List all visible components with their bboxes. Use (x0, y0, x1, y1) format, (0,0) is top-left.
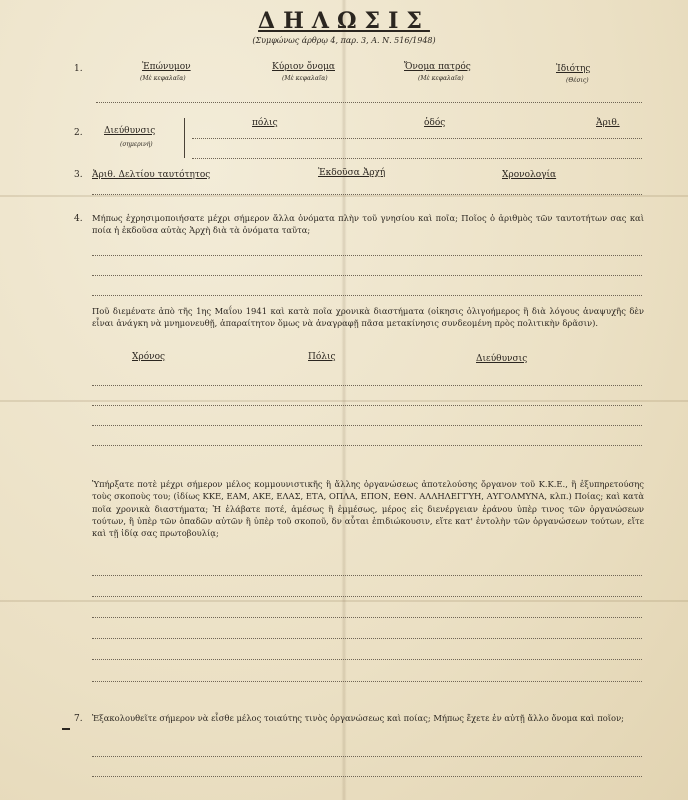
q7-text: Ἐξακολουθεῖτε σήμερον νὰ εἶσθε μέλος τοιαύτης τινὸς ὀργανώσεως καὶ ποίας; Μήπως ἔχετε ἐν αὐτῇ ἄλλο ὄνομα καὶ ποῖον; (92, 713, 624, 723)
answer-line[interactable] (92, 255, 642, 256)
col-address-label: Διεύθυνσις (476, 354, 528, 364)
surname-label: Ἐπώνυμον (142, 62, 191, 72)
father-name-label: Ὄνομα πατρός (404, 62, 471, 72)
answer-line[interactable] (92, 405, 642, 406)
answer-line[interactable] (92, 638, 642, 639)
answer-line[interactable] (92, 681, 642, 682)
address-label: Διεύθυνσις (104, 126, 156, 136)
street-number-label: Ἀριθ. (596, 118, 620, 128)
answer-line[interactable] (92, 575, 642, 576)
answer-line[interactable] (92, 776, 642, 777)
q3-line[interactable] (92, 194, 642, 195)
answer-line[interactable] (92, 385, 642, 386)
margin-mark (62, 728, 70, 730)
fold-line (0, 600, 688, 602)
col-time-label: Χρόνος (132, 352, 166, 362)
q1-line[interactable] (96, 102, 642, 103)
profession-label: Ἰδιότης (556, 64, 591, 74)
q7-number: 7. (74, 714, 83, 724)
surname-note: (Μὲ κεφαλαῖα) (140, 75, 186, 82)
city-label: πόλις (252, 118, 278, 128)
first-name-note: (Μὲ κεφαλαῖα) (282, 75, 328, 82)
answer-line[interactable] (92, 445, 642, 446)
profession-note: (Θέσις) (566, 77, 589, 84)
q1-number: 1. (74, 64, 83, 74)
address-note: (σημερινή) (120, 141, 153, 148)
first-name-label: Κύριον ὄνομα (272, 62, 335, 72)
answer-line[interactable] (92, 425, 642, 426)
answer-line[interactable] (92, 617, 642, 618)
residence-text: Ποῦ διεμένατε ἀπὸ τῆς 1ης Μαΐου 1941 καὶ κατὰ ποῖα χρονικὰ διαστήματα (οἰκησις ὀλιγοήμερος ἢ διὰ λόγους ἀναψυχῆς δὲν εἶναι ἀνάγκη νὰ μνημονευθῇ, ἀπαραίτητον ὅμως νὰ ἀναγραφῇ πᾶσα μετακίνησις συνδεομένη πρὸς πολιτικὴν δρᾶσιν). (92, 306, 644, 328)
id-number-label: Ἀριθ. Δελτίου ταυτότητος (92, 170, 211, 180)
form-title: ΔΗΛΩΣΙΣ (258, 8, 430, 34)
answer-line[interactable] (92, 295, 642, 296)
date-label: Χρονολογία (502, 170, 557, 180)
answer-line[interactable] (92, 596, 642, 597)
father-name-note: (Μὲ κεφαλαῖα) (418, 75, 464, 82)
q2-number: 2. (74, 128, 83, 138)
answer-line[interactable] (92, 275, 642, 276)
fold-line (0, 195, 688, 197)
q2-line[interactable] (192, 158, 642, 159)
fold-line (0, 400, 688, 402)
issuing-authority-label: Ἐκδοῦσα Ἀρχή (318, 168, 386, 178)
answer-line[interactable] (92, 756, 642, 757)
answer-line[interactable] (92, 659, 642, 660)
address-bracket (184, 118, 185, 158)
q2-line[interactable] (192, 138, 642, 139)
street-label: ὁδός (424, 118, 446, 128)
q4-number: 4. (74, 214, 83, 224)
q5-text: Ὑπήρξατε ποτὲ μέχρι σήμερον μέλος κομμουνιστικῆς ἢ ἄλλης ὀργανώσεως ἀποτελούσης ὄργανον τοῦ Κ.Κ.Ε., ἢ ἐξυπηρετούσης τοὺς σκοποὺς του; (ἰδίως ΚΚΕ, ΕΑΜ, ΑΚΕ, ΕΛΑΣ, ΕΤΑ, ΟΠΛΑ, ΕΠΟΝ, ΕΘΝ. ΑΛΛΗΛΕΓΓΥΗ, ΑΥΓΟΛΜΥΝΑ, κλπ.) Ποίας; καὶ κατὰ ποῖα χρονικὰ διαστήματα; Ἠ ἐλάβατε ποτέ, ἀμέσως ἢ ἐμμέσως, μέρος εἰς διενέργειαν ἐράνου ὑπὲρ τινος τῶν ὀργανώσεων τούτων, ἢ ὑπὲρ τῶν ὀπαδῶν αὐτῶν ἢ ὑπὲρ τοῦ σκοποῦ, δν αὗται ἐπιδιώκουσιν, εἴτε κατ' ἐντολὴν τῶν ὀργανώσεων τούτων, εἴτε καὶ τῇ ἰδίᾳ σας πρωτοβουλίᾳ; (92, 479, 644, 539)
q4-text: Μήπως ἐχρησιμοποιήσατε μέχρι σήμερον ἄλλα ὀνόματα πλὴν τοῦ γνησίου καὶ ποῖα; Ποῖος ὁ ἀριθμὸς τῶν ταυτοτήτων σας καὶ ποία ἡ ἐκδοῦσα αὐτὰς Ἀρχὴ διὰ τὰ ὀνόματα ταῦτα; (92, 213, 644, 235)
form-subtitle: (Συμφώνως άρθρῳ 4, παρ. 3, Α. Ν. 516/1948) (252, 36, 436, 45)
col-city-label: Πόλις (308, 352, 336, 362)
q3-number: 3. (74, 170, 83, 180)
